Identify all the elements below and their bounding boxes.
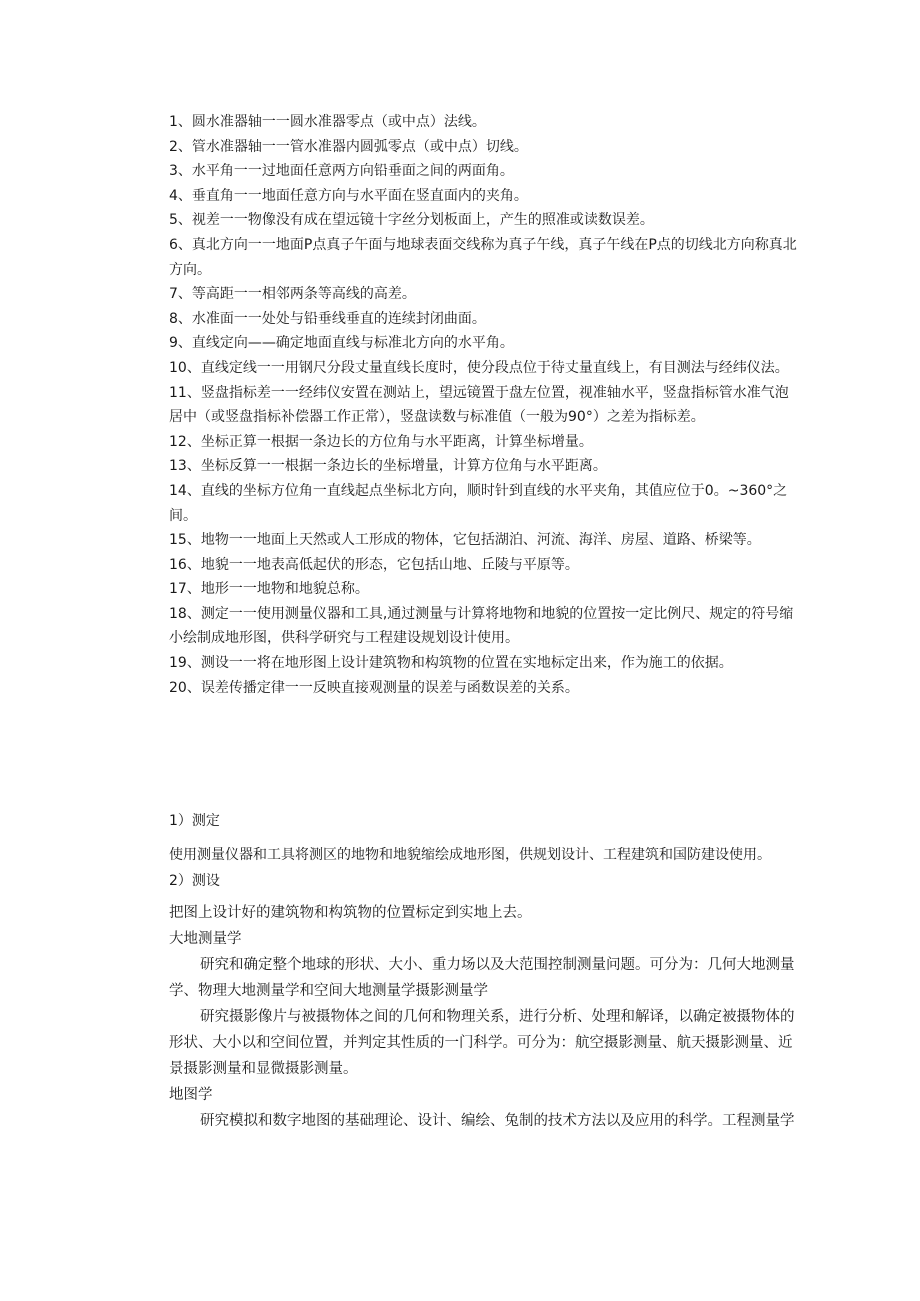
- definition-item: 7、等高距一一相邻两条等高线的高差。: [169, 286, 416, 303]
- definition-item: 17、地形一一地物和地貌总称。: [169, 581, 369, 598]
- item2-text: 把图上设计好的建筑物和构筑物的位置标定到实地上去。: [169, 905, 532, 921]
- definition-item: 8、水准面一一处处与铅垂线垂直的连续封闭曲面。: [169, 310, 486, 327]
- item2-heading: 2）测设: [169, 873, 220, 889]
- geodesy-text: 研究和确定整个地球的形状、大小、重力场以及大范围控制测量问题。可分为：几何大地测量学、物理大地测量学和空间大地测量学摄影测量学: [169, 957, 795, 999]
- definition-item: 9、直线定向——确定地面直线与标准北方向的水平角。: [169, 335, 514, 352]
- cartography-text: 研究模拟和数字地图的基础理论、设计、编绘、兔制的技术方法以及应用的科学。工程测量学: [200, 1113, 795, 1129]
- definition-item: 20、误差传播定律一一反映直接观测量的误差与函数误差的关系。: [169, 679, 579, 696]
- definitions-list: [169, 110, 799, 700]
- definition-item: 13、坐标反算一一根据一条边长的坐标增量，计算方位角与水平距离。: [169, 458, 607, 475]
- definition-item: 16、地貌一一地表高低起伏的形态，它包括山地、丘陵与平原等。: [169, 556, 579, 573]
- definition-item: 12、坐标正算一根据一条边长的方位角与水平距离，计算坐标增量。: [169, 433, 593, 450]
- definition-item: 14、直线的坐标方位角一直线起点坐标北方向，顺时针到直线的水平夹角，其值应位于0。~360°之间。: [169, 482, 788, 524]
- geodesy-heading: 大地测量学: [169, 931, 242, 947]
- item1-text: 使用测量仪器和工具将测区的地物和地貌缩绘成地形图，供规划设计、工程建筑和国防建设使用。: [169, 847, 771, 863]
- definition-item: 15、地物一一地面上天然或人工形成的物体，它包括湖泊、河流、海洋、房屋、道路、桥梁等。: [169, 532, 761, 549]
- definition-item: 18、测定一一使用测量仪器和工具,通过测量与计算将地物和地貌的位置按一定比例尺、规定的符号缩小绘制成地形图，供科学研究与工程建设规划设计使用。: [169, 605, 794, 647]
- definition-item: 3、水平角一一过地面任意两方向铅垂面之间的两面角。: [169, 163, 514, 180]
- cartography-heading: 地图学: [169, 1087, 213, 1103]
- definition-item: 11、竖盘指标差一一经纬仪安置在测站上，望远镜置于盘左位置，视准轴水平，竖盘指标管水准气泡居中（或竖盘指标补偿器工作正常），竖盘读数与标准值（一般为90°）之差为指标差。: [169, 384, 789, 426]
- photogrammetry-text: 研究摄影像片与被摄物体之间的几何和物理关系，进行分析、处理和解译，以确定被摄物体的形状、大小以和空间位置，并判定其性质的一门科学。可分为：航空摄影测量、航天摄影测量、近景摄影测量和显微摄影测量。: [169, 1009, 795, 1077]
- definition-item: 19、测设一一将在地形图上设计建筑物和构筑物的位置在实地标定出来，作为施工的依据。: [169, 655, 733, 672]
- definition-item: 6、真北方向一一地面P点真子午面与地球表面交线称为真子午线，真子午线在P点的切线北方向称真北方向。: [169, 236, 797, 278]
- definition-item: 1、圆水准器轴一一圆水准器零点（或中点）法线。: [169, 114, 486, 130]
- definition-item: 4、垂直角一一地面任意方向与水平面在竖直面内的夹角。: [169, 187, 528, 204]
- definition-item: 2、管水准器轴一一管水准器内圆弧零点（或中点）切线。: [169, 138, 528, 155]
- definition-item: 5、视差一一物像没有成在望远镜十字丝分划板面上，产生的照准或读数误差。: [169, 212, 654, 229]
- item1-heading: 1）测定: [169, 813, 220, 829]
- survey-disciplines-section: [169, 808, 799, 1134]
- definition-item: 10、直线定线一一用钢尺分段丈量直线长度时，使分段点位于待丈量直线上，有目测法与经纬仪法。: [169, 359, 789, 376]
